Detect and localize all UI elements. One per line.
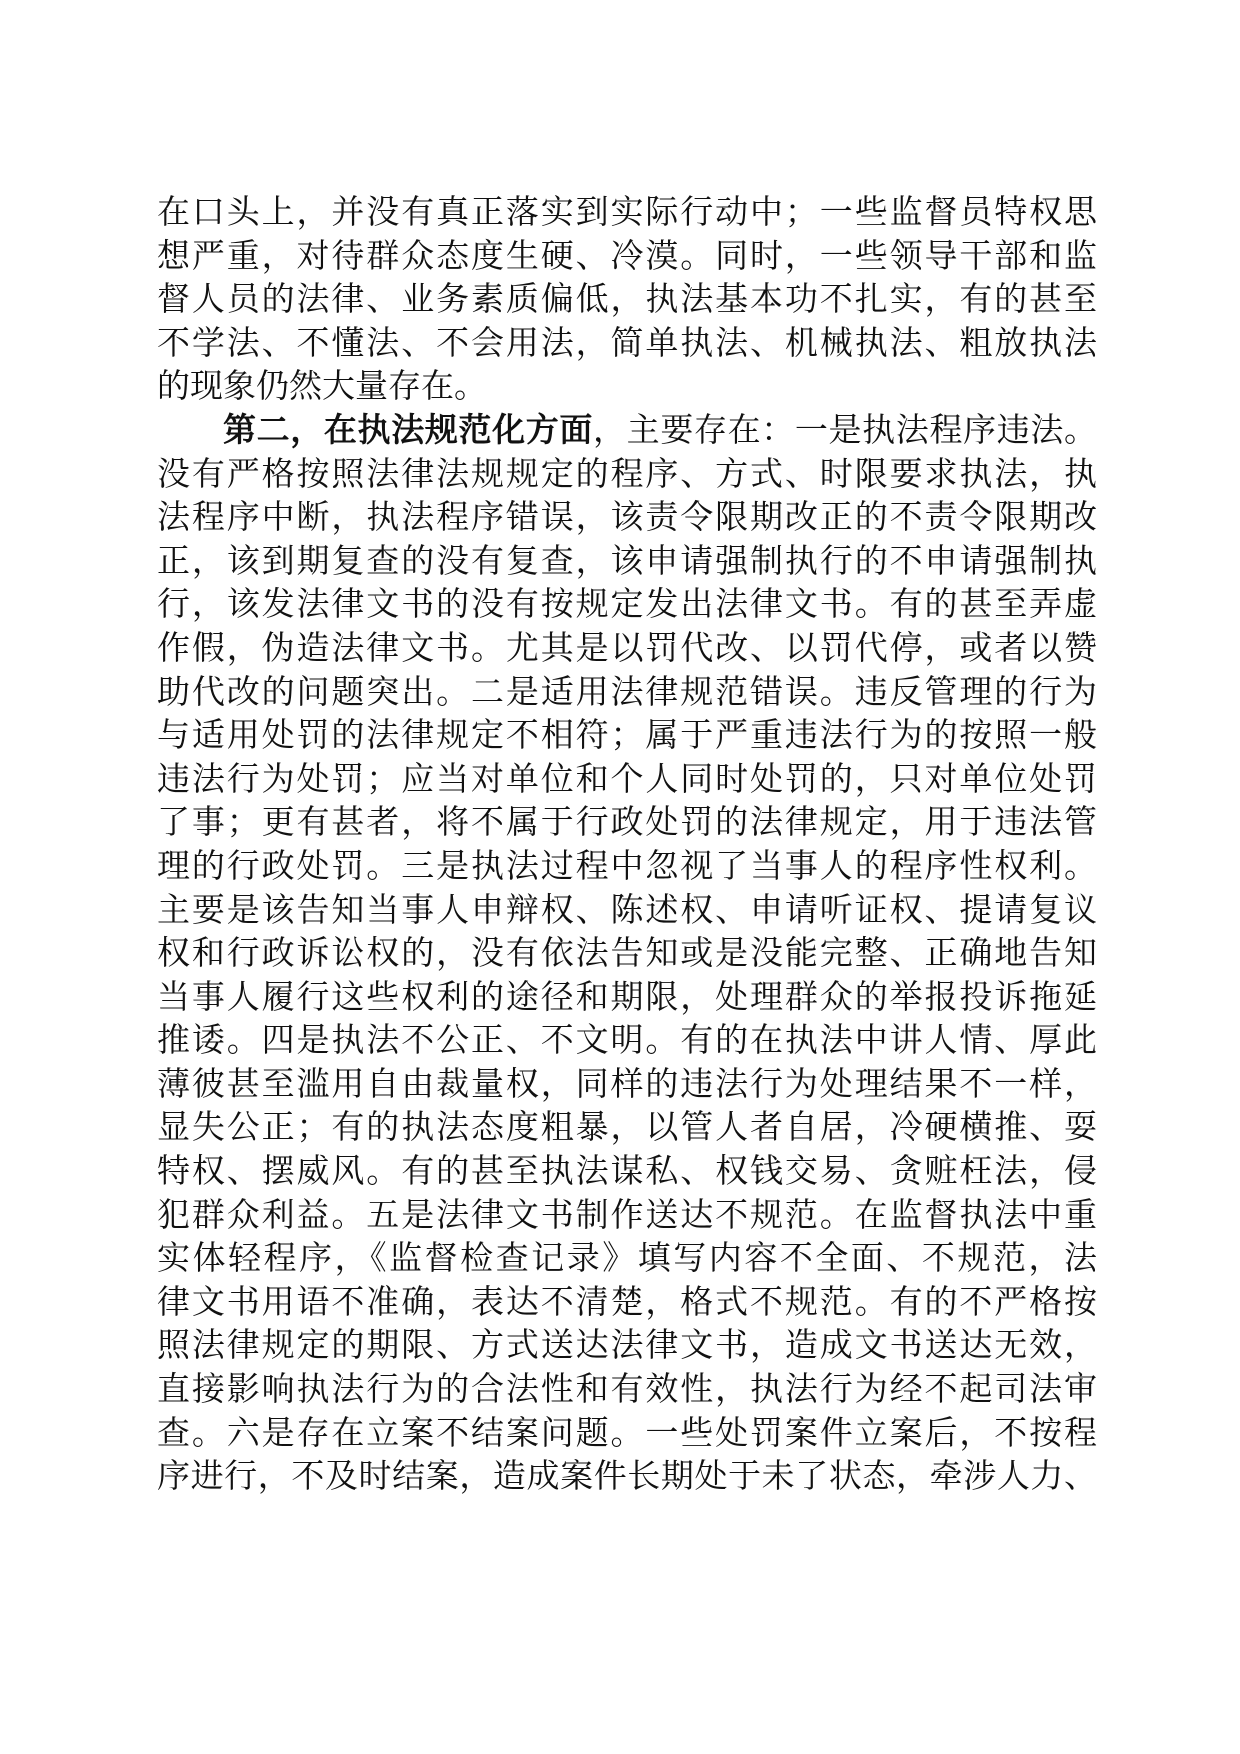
body-text bbox=[157, 190, 1097, 1498]
text-line: 犯群众利益。五是法律文书制作送达不规范。在监督执法中重 bbox=[157, 1194, 1097, 1234]
text-line: 的现象仍然大量存在。 bbox=[157, 366, 487, 406]
text-line: 与适用处罚的法律规定不相符；属于严重违法行为的按照一般 bbox=[157, 715, 1097, 755]
text-line: 想严重，对待群众态度生硬、冷漠。同时，一些领导干部和监 bbox=[157, 235, 1097, 275]
text-line: 查。六是存在立案不结案问题。一些处罚案件立案后，不按程 bbox=[157, 1412, 1097, 1452]
text-line: 违法行为处罚；应当对单位和个人同时处罚的，只对单位处罚 bbox=[157, 758, 1097, 798]
paragraph-first-line bbox=[157, 408, 1097, 452]
text-line: 不学法、不懂法、不会用法，简单执法、机械执法、粗放执法 bbox=[157, 322, 1097, 362]
text-line: 助代改的问题突出。二是适用法律规范错误。违反管理的行为 bbox=[157, 671, 1097, 711]
text-line: 特权、摆威风。有的甚至执法谋私、权钱交易、贪赃枉法，侵 bbox=[157, 1151, 1097, 1191]
text-line: 直接影响执法行为的合法性和有效性，执法行为经不起司法审 bbox=[157, 1369, 1097, 1409]
text-line: 在口头上，并没有真正落实到实际行动中；一些监督员特权思 bbox=[157, 192, 1097, 231]
text-line: 正，该到期复查的没有复查，该申请强制执行的不申请强制执 bbox=[157, 540, 1097, 580]
text-line: 理的行政处罚。三是执法过程中忽视了当事人的程序性权利。 bbox=[157, 845, 1097, 885]
paragraph-heading: 第二，在执法规范化方面 bbox=[223, 409, 594, 449]
text-line: 推诿。四是执法不公正、不文明。有的在执法中讲人情、厚此 bbox=[157, 1020, 1097, 1060]
text-line: 薄彼甚至滥用自由裁量权，同样的违法行为处理结果不一样， bbox=[157, 1063, 1097, 1103]
text-span: ，主要存在：一是执法程序违法。 bbox=[593, 409, 1098, 449]
text-line: 行，该发法律文书的没有按规定发出法律文书。有的甚至弄虚 bbox=[157, 584, 1097, 624]
text-line: 主要是该告知当事人申辩权、陈述权、申请听证权、提请复议 bbox=[157, 889, 1097, 929]
text-line: 督人员的法律、业务素质偏低，执法基本功不扎实，有的甚至 bbox=[157, 279, 1097, 319]
text-line: 显失公正；有的执法态度粗暴，以管人者自居，冷硬横推、耍 bbox=[157, 1107, 1097, 1147]
text-line: 当事人履行这些权利的途径和期限，处理群众的举报投诉拖延 bbox=[157, 976, 1097, 1016]
text-line: 序进行，不及时结案，造成案件长期处于未了状态，牵涉人力、 bbox=[157, 1456, 1097, 1496]
text-line: 实体轻程序，《监督检查记录》填写内容不全面、不规范，法 bbox=[157, 1238, 1097, 1278]
text-line: 权和行政诉讼权的，没有依法告知或是没能完整、正确地告知 bbox=[157, 933, 1097, 973]
text-line: 没有严格按照法律法规规定的程序、方式、时限要求执法，执 bbox=[157, 453, 1097, 493]
text-line: 照法律规定的期限、方式送达法律文书，造成文书送达无效， bbox=[157, 1325, 1097, 1365]
text-line: 法程序中断，执法程序错误，该责令限期改正的不责令限期改 bbox=[157, 497, 1097, 537]
text-line: 律文书用语不准确，表达不清楚，格式不规范。有的不严格按 bbox=[157, 1281, 1097, 1321]
text-line: 作假，伪造法律文书。尤其是以罚代改、以罚代停，或者以赞 bbox=[157, 627, 1097, 667]
text-line: 了事；更有甚者，将不属于行政处罚的法律规定，用于违法管 bbox=[157, 802, 1097, 842]
